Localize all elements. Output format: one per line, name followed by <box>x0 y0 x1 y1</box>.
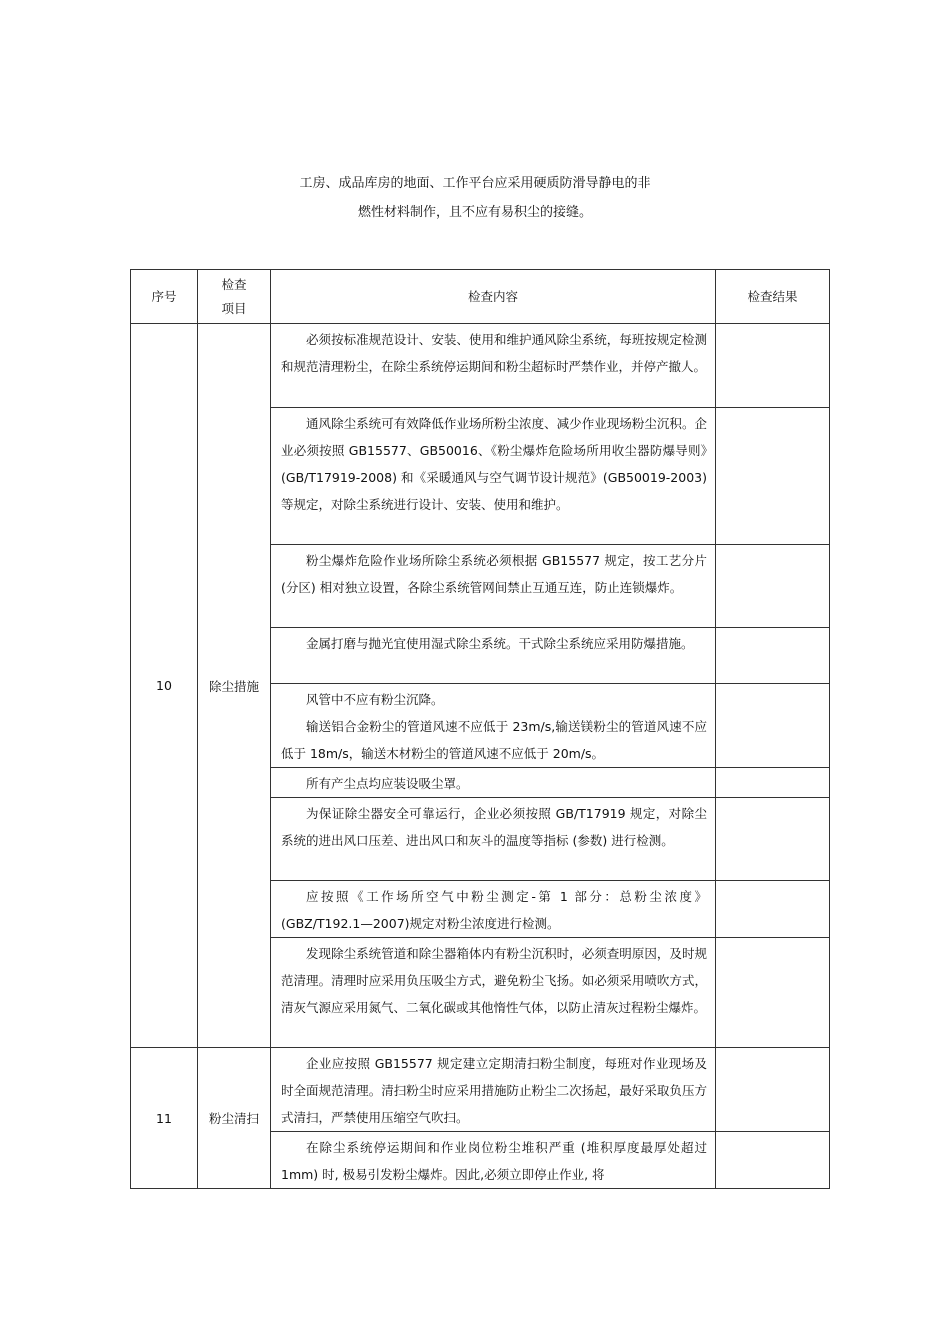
row-content <box>271 938 716 1048</box>
header-result: 检查结果 <box>716 270 830 324</box>
content-paragraph: 所有产尘点均应装设吸尘罩。 <box>306 776 469 791</box>
content-paragraph: 应按照《工作场所空气中粉尘测定-第 1 部分：总粉尘浓度》(GBZ/T192.1—2007)规定对粉尘浓度进行检测。 <box>281 889 707 931</box>
header-index: 序号 <box>131 270 198 324</box>
row-result[interactable] <box>716 768 830 798</box>
content-paragraph: 粉尘爆炸危险作业场所除尘系统必须根据 GB15577 规定，按工艺分片 (分区) 相对独立设置，各除尘系统管网间禁止互通互连，防止连锁爆炸。 <box>281 553 707 595</box>
row-content <box>271 1132 716 1189</box>
content-paragraph: 通风除尘系统可有效降低作业场所粉尘浓度、减少作业现场粉尘沉积。企业必须按照 GB15577、GB50016、《粉尘爆炸危险场所用收尘器防爆导则》(GB/T17919-2008) 和《采暖通风与空气调节设计规范》(GB50019-2003)等规定，对除尘系统进行设计、安装、使用和维护。 <box>281 416 707 512</box>
row-result[interactable] <box>716 545 830 628</box>
table-header-row <box>131 270 830 324</box>
header-content: 检查内容 <box>271 270 716 324</box>
content-paragraph: 发现除尘系统管道和除尘器箱体内有粉尘沉积时，必须查明原因，及时规范清理。清理时应采用负压吸尘方式，避免粉尘飞扬。如必须采用喷吹方式，清灰气源应采用氮气、二氧化碳或其他惰性气体，以防止清灰过程粉尘爆炸。 <box>281 946 707 1015</box>
row-result[interactable] <box>716 324 830 408</box>
row-result[interactable] <box>716 881 830 938</box>
content-paragraph: 必须按标准规范设计、安装、使用和维护通风除尘系统，每班按规定检测和规范清理粉尘，在除尘系统停运期间和粉尘超标时严禁作业，并停产撤人。 <box>281 332 707 374</box>
table-body <box>131 324 830 1189</box>
row-content <box>271 628 716 684</box>
row-content <box>271 1048 716 1132</box>
content-paragraph: 为保证除尘器安全可靠运行，企业必须按照 GB/T17919 规定，对除尘系统的进出风口压差、进出风口和灰斗的温度等指标 (参数) 进行检测。 <box>281 806 707 848</box>
header-item-line-2: 项目 <box>221 300 247 316</box>
content-paragraph: 输送铝合金粉尘的管道风速不应低于 23m/s,输送镁粉尘的管道风速不应低于 18m/s，输送木材粉尘的管道风速不应低于 20m/s。 <box>281 719 707 761</box>
inspection-table <box>130 269 830 1189</box>
row-result[interactable] <box>716 408 830 545</box>
table-row <box>131 324 830 408</box>
row-content <box>271 798 716 881</box>
row-content <box>271 324 716 408</box>
row-result[interactable] <box>716 684 830 768</box>
header-item <box>198 270 271 324</box>
row-content <box>271 408 716 545</box>
row-item: 除尘措施 <box>198 324 271 1048</box>
row-content <box>271 545 716 628</box>
content-paragraph: 金属打磨与抛光宜使用湿式除尘系统。干式除尘系统应采用防爆措施。 <box>306 636 694 651</box>
intro-line-1: 工房、成品库房的地面、工作平台应采用硬质防滑导静电的非 <box>299 176 651 191</box>
row-content <box>271 684 716 768</box>
row-result[interactable] <box>716 1132 830 1189</box>
table-row <box>131 1048 830 1132</box>
header-item-line-1: 检查 <box>221 276 247 292</box>
row-index: 11 <box>131 1048 198 1189</box>
row-content <box>271 768 716 798</box>
row-content <box>271 881 716 938</box>
row-result[interactable] <box>716 628 830 684</box>
intro-line-2: 燃性材料制作，且不应有易积尘的接缝。 <box>357 205 592 220</box>
content-paragraph: 风管中不应有粉尘沉降。 <box>306 692 444 707</box>
content-paragraph: 企业应按照 GB15577 规定建立定期清扫粉尘制度，每班对作业现场及时全面规范清理。清扫粉尘时应采用措施防止粉尘二次扬起，最好采取负压方式清扫，严禁使用压缩空气吹扫。 <box>281 1056 707 1125</box>
row-item: 粉尘清扫 <box>198 1048 271 1189</box>
row-result[interactable] <box>716 798 830 881</box>
content-paragraph: 在除尘系统停运期间和作业岗位粉尘堆积严重 (堆积厚度最厚处超过 1mm) 时, 极易引发粉尘爆炸。因此,必须立即停止作业, 将 <box>281 1140 707 1182</box>
row-index: 10 <box>131 324 198 1048</box>
row-result[interactable] <box>716 1048 830 1132</box>
row-result[interactable] <box>716 938 830 1048</box>
